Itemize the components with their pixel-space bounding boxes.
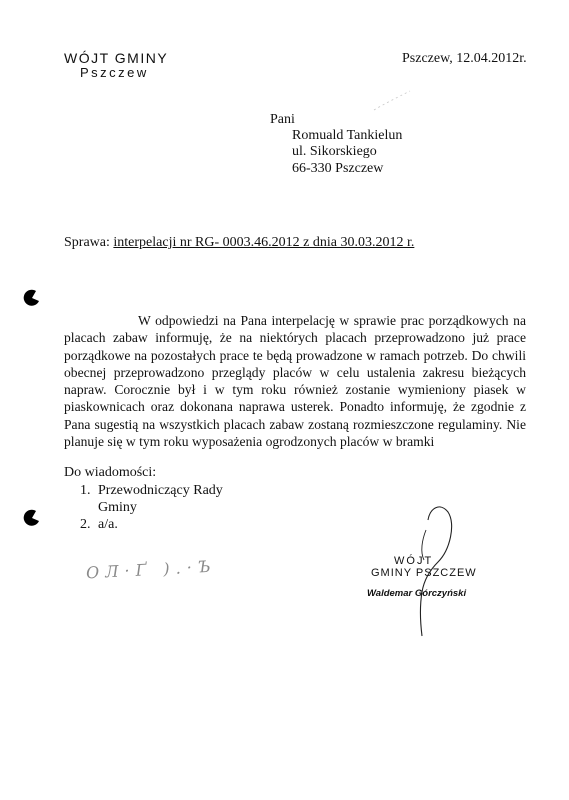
subject-label: Sprawa: [64,235,110,250]
subject-reference: interpelacji nr RG- 0003.46.2012 z dnia 30.03.2012 r. [113,235,415,250]
list-item-text-continued: Gminy [98,500,137,515]
punch-hole-icon [22,508,42,528]
list-item [64,516,223,533]
subject-line [64,235,414,251]
list-item [64,482,223,516]
date-line: Pszczew, 12.04.2012r. [402,51,527,66]
stamp-signatory: Waldemar Górczyński [367,588,467,599]
list-item-number: 2. [80,517,91,532]
list-item-text: a/a. [98,517,118,532]
punch-hole-icon [22,288,42,308]
recipient-street: ul. Sikorskiego [292,144,377,159]
recipient-salutation: Pani [270,112,295,127]
pencil-mark-icon [372,88,412,112]
body-paragraph: W odpowiedzi na Pana interpelację w sprawie prac porządkowych na placach zabaw informuję, że na niektórych placach przeprowadzono już prace porządkowe na pozostałych prace te będą prowadzone w ramach potrzeb. Do chwili obecnej przeprowadzono przeglądy placów w celu ustalenia zakresu bieżących napraw. Corocznie był i w tym roku również zostanie wymieniony piasek w piaskownicach oraz dokonana naprawa usterek. Ponadto informuję, że zgodnie z Pana sugestią na wszystkich placach zabaw zostaną rozmieszczone regulaminy. Nie planuje się w tym roku wyposażenia ogrodzonych placów w bramki [64,313,526,450]
recipients-list [64,482,223,533]
stamp-office: GMINY PSZCZEW [371,567,477,579]
recipient-name: Romuald Tankielun [292,128,403,143]
recipients-heading: Do wiadomości: [64,465,157,480]
sender-name: WÓJT GMINY [64,50,169,66]
recipient-city: 66-330 Pszczew [292,161,384,176]
sender-place: Pszczew [80,65,149,80]
handwritten-note: ΟЛ·Ґ ).·Ъ [85,556,217,583]
list-item-text: Przewodniczący Rady [98,483,223,498]
stamp-title: WÓJT [394,555,434,567]
list-item-number: 1. [80,483,91,498]
